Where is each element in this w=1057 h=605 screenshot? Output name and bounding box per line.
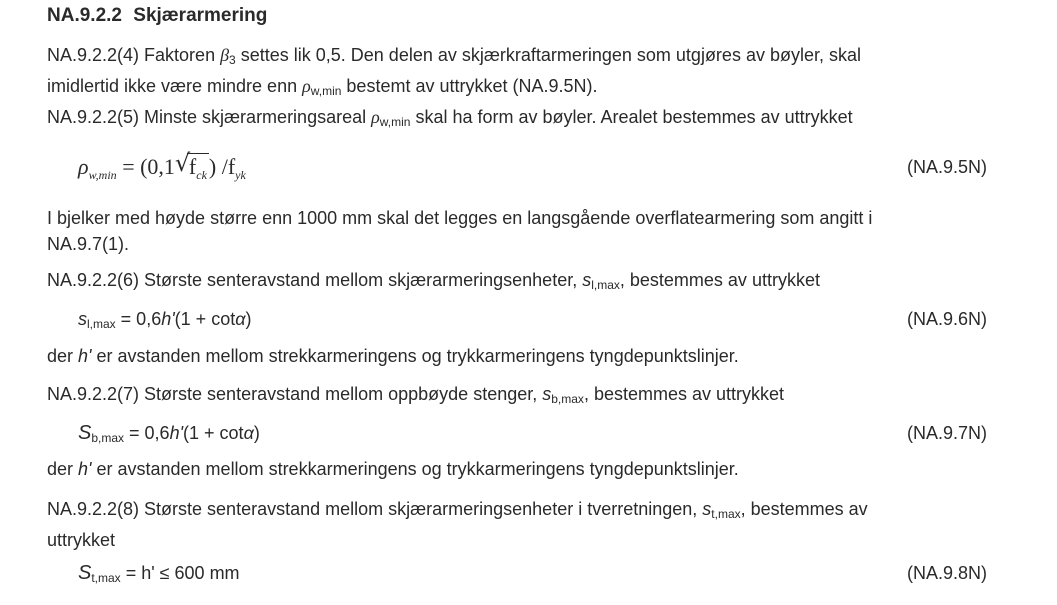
h-prime-symbol: h' xyxy=(161,309,175,329)
paragraph-line xyxy=(47,42,1047,73)
fck-subscript: ck xyxy=(196,168,207,182)
paragraph-na-9-2-2-4 xyxy=(47,42,1047,104)
equation-segment: f xyxy=(188,154,197,179)
paragraph-na-9-2-2-8 xyxy=(47,496,1047,553)
beta-subscript: 3 xyxy=(229,53,236,67)
paragraph-where-h-2 xyxy=(47,456,1047,482)
text-segment: NA.9.2.2(7) Største senteravstand mellom oppbøyde stenger, xyxy=(47,384,543,404)
section-heading xyxy=(47,5,267,27)
h-prime-symbol: h' xyxy=(169,423,184,443)
paragraph-beams xyxy=(47,205,1047,257)
alpha-symbol: α xyxy=(235,309,246,329)
text-segment: , bestemmes av uttrykket xyxy=(619,270,820,290)
text-segment: NA.9.2.2(4) Faktoren xyxy=(47,45,221,65)
paragraph-line xyxy=(47,381,1047,412)
text-segment: NA.9.2.2(5) Minste skjærarmeringsareal xyxy=(47,107,372,127)
h-prime-symbol: h' xyxy=(78,346,92,366)
paragraph-line xyxy=(47,73,1047,104)
text-segment: settes lik 0,5. Den delen av skjærkraftarmeringen som utgjøres av bøyler, skal xyxy=(235,45,861,65)
equation-segment: (1 + cot xyxy=(183,423,244,443)
text-segment: der xyxy=(47,346,79,366)
paragraph-na-9-2-2-7 xyxy=(47,381,1047,412)
rho-symbol: ρ xyxy=(302,76,311,96)
paragraph-na-9-2-2-6 xyxy=(47,267,1047,298)
equation-expression xyxy=(78,306,251,337)
paragraph-na-9-2-2-5 xyxy=(47,104,1047,135)
equation-label: (NA.9.5N) xyxy=(906,157,987,177)
h-prime-symbol: h' xyxy=(78,459,92,479)
equation-label: (NA.9.6N) xyxy=(906,309,987,329)
section-title: Skjærarmering xyxy=(133,5,268,26)
equation-segment: (1 + cot xyxy=(174,309,236,329)
s-symbol: S xyxy=(78,422,92,444)
s-subscript: t,max xyxy=(91,571,121,585)
text-segment: imidlertid ikke være mindre enn xyxy=(47,76,303,96)
equation-na-9-7n xyxy=(0,420,1057,446)
s-subscript: l,max xyxy=(591,278,620,292)
equation-segment: ) /f xyxy=(208,154,236,179)
text-segment: NA.9.2.2(6) Største senteravstand mellom skjærarmeringsenheter, xyxy=(47,270,583,290)
s-symbol: S xyxy=(78,562,92,584)
text-segment: skal ha form av bøyler. Arealet bestemmes av uttrykket xyxy=(410,107,853,127)
s-subscript: l,max xyxy=(87,317,116,331)
equation-segment: = 0,6 xyxy=(124,423,170,443)
rho-subscript: w,min xyxy=(88,168,117,182)
beta-symbol: β xyxy=(220,45,230,65)
equation-segment: = 0,6 xyxy=(115,309,162,329)
radical-icon: √ xyxy=(174,149,191,177)
s-symbol: s xyxy=(702,499,712,519)
rho-subscript: w,min xyxy=(379,115,411,129)
equation-na-9-5n xyxy=(0,149,1057,182)
paragraph-line: NA.9.7(1). xyxy=(47,234,130,254)
paragraph-where-h-1 xyxy=(47,343,1047,369)
equation-expression xyxy=(78,560,240,591)
text-segment: der xyxy=(47,459,79,479)
s-subscript: b,max xyxy=(91,431,125,445)
s-symbol: s xyxy=(582,270,592,290)
equation-expression xyxy=(78,149,246,188)
equation-na-9-8n xyxy=(0,560,1057,586)
rho-symbol: ρ xyxy=(371,107,380,127)
alpha-symbol: α xyxy=(243,423,254,443)
paragraph-line xyxy=(47,267,1047,298)
text-segment: er avstanden mellom strekkarmeringens og trykkarmeringens tyngdepunktslinjer. xyxy=(91,346,739,366)
text-segment: , bestemmes av uttrykket xyxy=(583,384,785,404)
s-symbol: s xyxy=(78,309,87,329)
paragraph-line: I bjelker med høyde større enn 1000 mm skal det legges en langsgående overflatearmering som angitt i xyxy=(47,208,873,228)
paragraph-line xyxy=(47,104,1047,135)
s-symbol: s xyxy=(542,384,552,404)
text-segment: , bestemmes av xyxy=(740,499,868,519)
equation-segment: ) xyxy=(245,309,252,329)
rho-subscript: w,min xyxy=(310,84,342,98)
equation-expression xyxy=(78,420,260,451)
equation-segment: = (0,1 xyxy=(116,154,175,179)
paragraph-line xyxy=(47,496,1047,527)
fyk-subscript: yk xyxy=(235,168,246,182)
radicand xyxy=(187,153,209,182)
rho-symbol: ρ xyxy=(78,154,89,179)
paragraph-line xyxy=(47,456,1047,482)
equation-na-9-6n xyxy=(0,306,1057,332)
text-segment: bestemt av uttrykket (NA.9.5N). xyxy=(341,76,598,96)
text-segment: er avstanden mellom strekkarmeringens og trykkarmeringens tyngdepunktslinjer. xyxy=(91,459,739,479)
equation-segment: ) xyxy=(253,423,260,443)
section-number: NA.9.2.2 xyxy=(47,5,122,26)
s-subscript: t,max xyxy=(711,507,741,521)
paragraph-line: uttrykket xyxy=(47,530,116,550)
equation-segment: = h' ≤ 600 mm xyxy=(120,563,240,583)
paragraph-line xyxy=(47,343,1047,369)
equation-label: (NA.9.7N) xyxy=(906,423,987,443)
equation-label: (NA.9.8N) xyxy=(906,563,987,583)
square-root xyxy=(174,149,209,188)
s-subscript: b,max xyxy=(551,392,584,406)
text-segment: NA.9.2.2(8) Største senteravstand mellom skjærarmeringsenheter i tverretningen, xyxy=(47,499,703,519)
